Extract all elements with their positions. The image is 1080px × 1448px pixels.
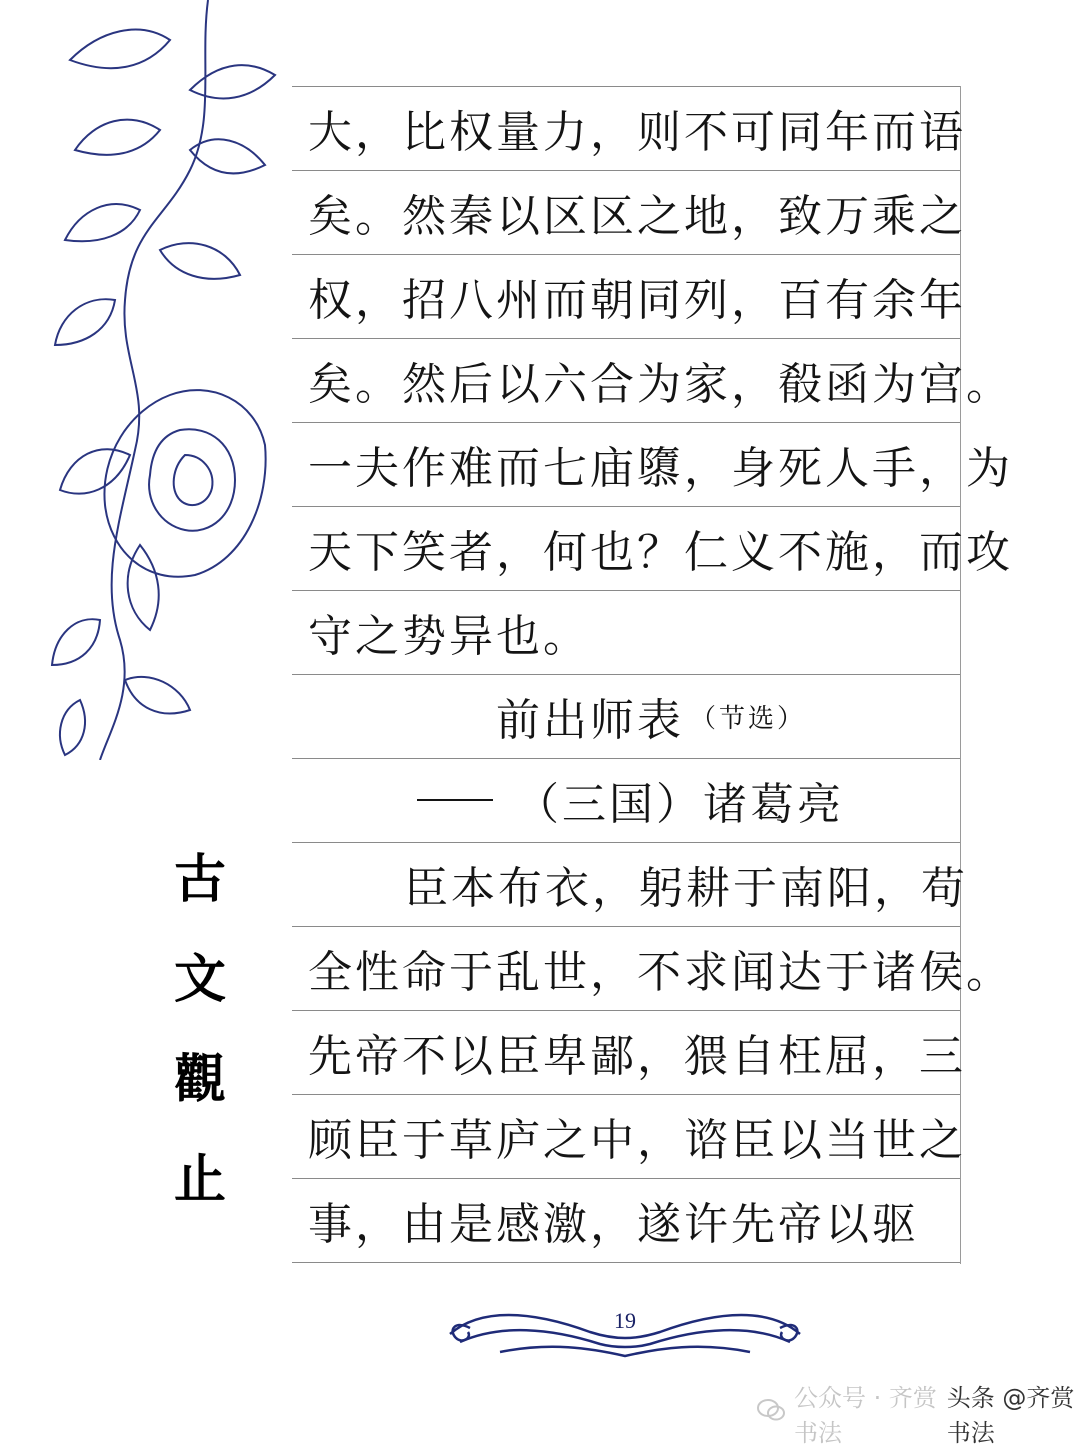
text-line: 大，比权量力，则不可同年而语 xyxy=(308,107,966,158)
watermark-platform: 公众号 · 齐赏书法 xyxy=(794,1384,937,1447)
text-line: 事，由是感激，遂许先帝以驱 xyxy=(308,1199,919,1250)
rule-line xyxy=(292,1262,960,1263)
text-line: 守之势异也。 xyxy=(308,611,590,662)
text-line: 臣本布衣，躬耕于南阳，苟 xyxy=(404,863,968,914)
book-title-char: 觀 xyxy=(173,1050,226,1110)
author-dash xyxy=(417,799,493,801)
floral-border-illustration xyxy=(40,0,280,760)
piece-title-note: （节选） xyxy=(689,703,806,734)
piece-author xyxy=(308,758,954,842)
watermark xyxy=(756,1384,1080,1447)
piece-title-text: 前出师表 xyxy=(495,695,684,746)
text-line: 矣。然秦以区区之地，致万乘之 xyxy=(308,191,966,242)
book-title-char: 古 xyxy=(173,850,226,910)
book-title-char: 文 xyxy=(173,950,226,1010)
book-title-char: 止 xyxy=(173,1150,226,1210)
text-line: 顾臣于草庐之中，谘臣以当世之 xyxy=(308,1115,966,1166)
text-line: 一夫作难而七庙隳，身死人手，为 xyxy=(308,443,1013,494)
text-line: 矣。然后以六合为家，殽函为宫。 xyxy=(308,359,1013,410)
piece-title xyxy=(308,674,954,758)
text-line: 权，招八州而朝同列，百有余年 xyxy=(308,275,966,326)
wechat-icon xyxy=(756,1398,786,1428)
text-line: 天下笑者，何也？仁义不施，而攻 xyxy=(308,527,1013,578)
book-title-vertical xyxy=(160,830,240,1230)
watermark-account: 头条 @齐赏书法 xyxy=(946,1384,1075,1447)
page-number: 19 xyxy=(614,1308,636,1333)
text-line: 先帝不以臣卑鄙，猥自枉屈，三 xyxy=(308,1031,966,1082)
text-line: 全性命于乱世，不求闻达于诸侯。 xyxy=(308,947,1013,998)
piece-author-text: （三国）诸葛亮 xyxy=(515,779,844,830)
ruled-writing-sheet xyxy=(292,86,1013,1264)
